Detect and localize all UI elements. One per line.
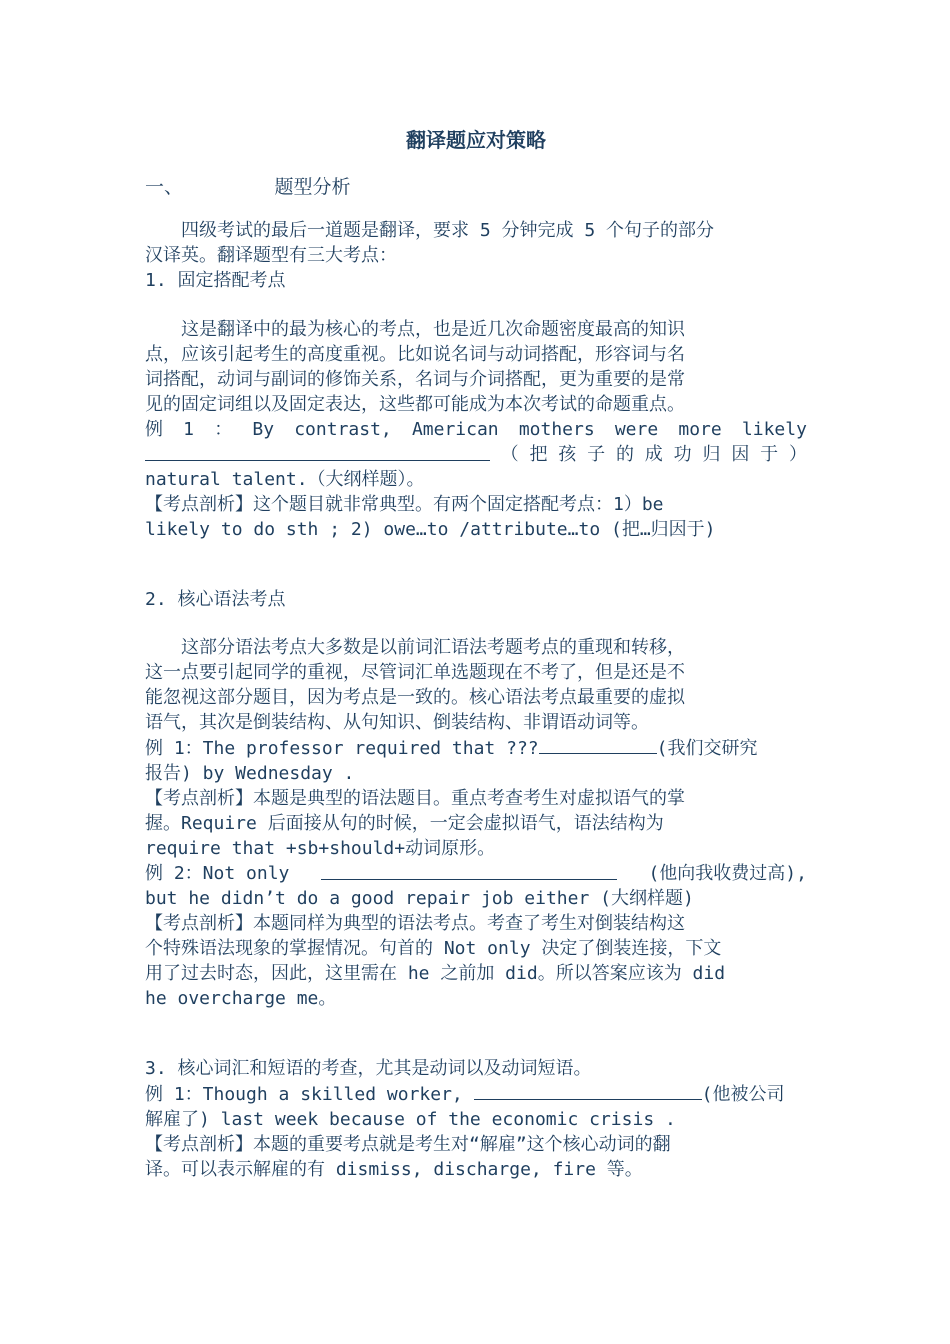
analysis-line: 【考点剖析】本题是典型的语法题目。重点考查考生对虚拟语气的掌 <box>145 788 685 809</box>
paragraph-line: 词搭配，动词与副词的修饰关系，名词与介词搭配，更为重要的是常 <box>145 369 685 390</box>
example-word: 1 <box>183 419 195 440</box>
paragraph-line: 语气，其次是倒装结构、从句知识、倒装结构、非谓语动词等。 <box>145 712 649 733</box>
point1-example-blank-line <box>145 442 807 467</box>
point2-heading-block <box>145 587 807 612</box>
paragraph-line: 见的固定词组以及固定表达，这些都可能成为本次考试的命题重点。 <box>145 394 685 415</box>
analysis-line: 【考点剖析】这个题目就非常典型。有两个固定搭配考点：1）be <box>145 494 664 515</box>
example-word: likely <box>741 419 807 440</box>
example-tail: natural talent.（大纲样题）。 <box>145 469 425 490</box>
intro-paragraph <box>145 218 807 293</box>
example-word: ： <box>214 419 233 440</box>
answer-blank <box>539 735 657 754</box>
point2-example1-line <box>145 735 807 761</box>
example-word: By <box>252 419 275 440</box>
example-hint: （ 把 孩 子 的 成 功 归 因 于 ） <box>500 444 807 465</box>
point3-block <box>145 1056 807 1182</box>
answer-blank <box>321 861 617 880</box>
point3-heading: 3. 核心词汇和短语的考查，尤其是动词以及动词短语。 <box>145 1058 592 1079</box>
section-number: 一、 <box>145 176 184 198</box>
intro-line: 汉译英。翻译题型有三大考点： <box>145 245 397 266</box>
example-word: more <box>678 419 722 440</box>
point1-example-line <box>145 417 807 442</box>
answer-blank <box>474 1081 702 1100</box>
example-word: American <box>411 419 499 440</box>
example-word: contrast, <box>294 419 392 440</box>
example-hint: (他向我收费过高), <box>648 863 807 884</box>
point2-paragraph <box>145 635 807 1011</box>
answer-blank <box>145 442 490 461</box>
example-text: 报告) by Wednesday . <box>145 763 355 784</box>
section-heading-1 <box>145 172 351 199</box>
point3-example1-line <box>145 1081 807 1107</box>
analysis-line: 握。Require 后面接从句的时候，一定会虚拟语气，语法结构为 <box>145 813 664 834</box>
example-text: 例 2：Not only <box>145 863 290 884</box>
analysis-line: he overcharge me。 <box>145 988 337 1009</box>
example-text: 例 1：Though a skilled worker, <box>145 1084 463 1105</box>
example-text: 例 1：The professor required that ??? <box>145 738 539 759</box>
point1-heading: 1. 固定搭配考点 <box>145 270 286 291</box>
analysis-line: likely to do sth ; 2) owe…to /attribute…to (把…归因于) <box>145 519 716 540</box>
analysis-line: 译。可以表示解雇的有 dismiss, discharge, fire 等。 <box>145 1159 643 1180</box>
example-word: were <box>614 419 659 440</box>
example-hint: (他被公司 <box>701 1084 785 1105</box>
analysis-line: require that +sb+should+动词原形。 <box>145 838 496 859</box>
example-text: but he didn’t do a good repair job either (大纲样题) <box>145 888 694 909</box>
example-text: 解雇了) last week because of the economic crisis . <box>145 1109 676 1130</box>
example-hint: (我们交研究 <box>656 738 758 759</box>
analysis-line: 【考点剖析】本题的重要考点就是考生对“解雇”这个核心动词的翻 <box>145 1134 671 1155</box>
analysis-line: 用了过去时态，因此，这里需在 he 之前加 did。所以答案应该为 did <box>145 963 726 984</box>
section-label: 题型分析 <box>274 176 351 198</box>
point2-example2-line <box>145 861 807 886</box>
paragraph-line: 这是翻译中的最为核心的考点，也是近几次命题密度最高的知识 <box>181 319 685 340</box>
point1-paragraph <box>145 317 807 542</box>
intro-line: 四级考试的最后一道题是翻译，要求 5 分钟完成 5 个句子的部分 <box>181 220 715 241</box>
analysis-line: 【考点剖析】本题同样为典型的语法考点。考查了考生对倒装结构这 <box>145 913 685 934</box>
paragraph-line: 这一点要引起同学的重视，尽管词汇单选题现在不考了，但是还是不 <box>145 662 685 683</box>
example-word: mothers <box>518 419 595 440</box>
point2-heading: 2. 核心语法考点 <box>145 589 286 610</box>
analysis-line: 个特殊语法现象的掌握情况。句首的 Not only 决定了倒装连接，下文 <box>145 938 722 959</box>
example-word: 例 <box>145 419 163 440</box>
paragraph-line: 点，应该引起考生的高度重视。比如说名词与动词搭配，形容词与名 <box>145 344 685 365</box>
paragraph-line: 这部分语法考点大多数是以前词汇语法考题考点的重现和转移， <box>181 637 685 658</box>
paragraph-line: 能忽视这部分题目，因为考点是一致的。核心语法考点最重要的虚拟 <box>145 687 685 708</box>
page-title: 翻译题应对策略 <box>406 128 546 152</box>
